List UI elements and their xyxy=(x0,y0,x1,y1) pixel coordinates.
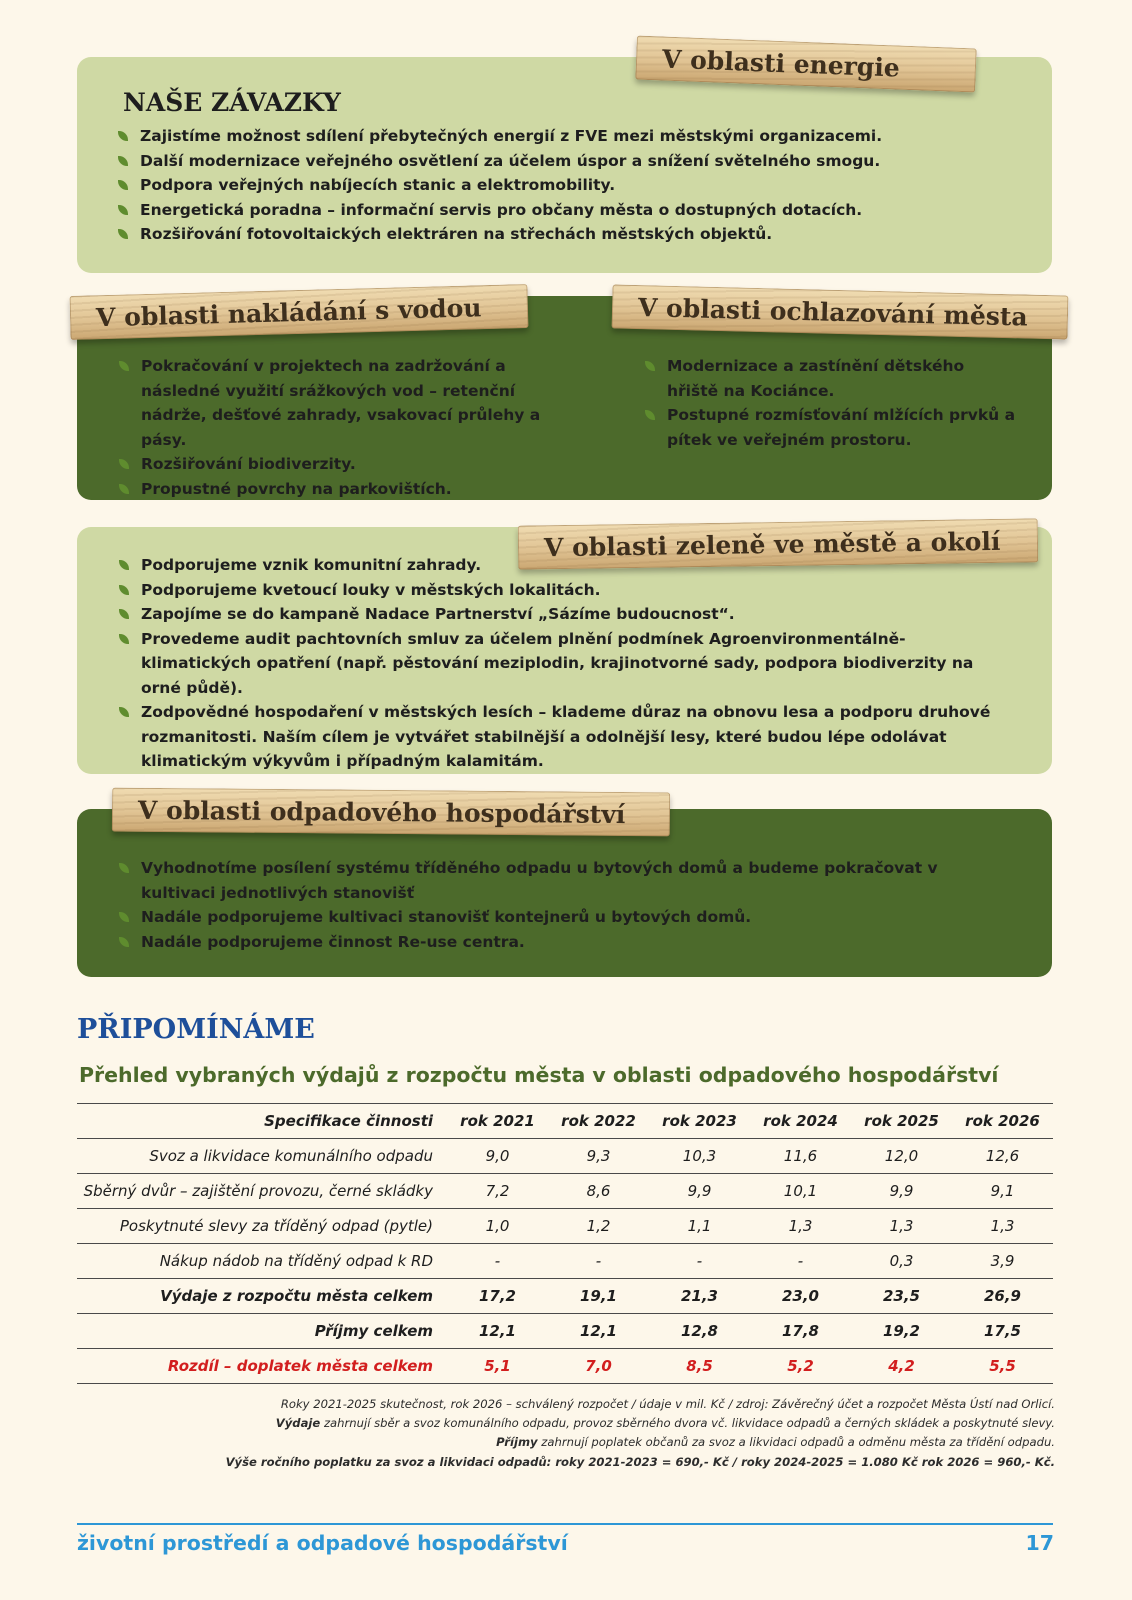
water-list xyxy=(119,354,584,501)
column-header: rok 2026 xyxy=(952,1104,1053,1139)
leaf-icon xyxy=(118,229,128,239)
table-cell: 12,1 xyxy=(548,1314,649,1349)
list-item: Nadále podporujeme činnost Re-use centra. xyxy=(119,930,999,955)
table-cell: 10,1 xyxy=(750,1174,851,1209)
leaf-icon xyxy=(119,707,129,717)
table-cell: 1,1 xyxy=(649,1209,750,1244)
leaf-icon xyxy=(118,156,128,166)
leaf-icon xyxy=(119,361,129,371)
footer-title: životní prostředí a odpadové hospodářství xyxy=(77,1531,568,1555)
table-cell: - xyxy=(548,1244,649,1279)
table-cell: Příjmy celkem xyxy=(77,1314,447,1349)
list-item: Propustné povrchy na parkovištích. xyxy=(119,477,584,502)
column-header: rok 2025 xyxy=(851,1104,952,1139)
table-cell: 23,5 xyxy=(851,1279,952,1314)
list-item: Zodpovědné hospodaření v městských lesích – klademe důraz na obnovu lesa a podporu druhové rozmanitosti. Naším cílem je vytvářet stabilnější a odolnější lesy, které budou lépe odolávat klimatickým výkyvům i případným kalamitám. xyxy=(119,700,999,774)
table-title: Přehled vybraných výdajů z rozpočtu města v oblasti odpadového hospodářství xyxy=(79,1063,999,1087)
energy-list xyxy=(118,124,1018,247)
table-cell: 12,6 xyxy=(952,1139,1053,1174)
table-row-difference xyxy=(77,1349,1053,1384)
leaf-icon xyxy=(118,131,128,141)
table-cell: 4,2 xyxy=(851,1349,952,1384)
table-cell: Svoz a likvidace komunálního odpadu xyxy=(77,1139,447,1174)
table-cell: 26,9 xyxy=(952,1279,1053,1314)
table-cell: Poskytnuté slevy za tříděný odpad (pytle) xyxy=(77,1209,447,1244)
table-cell: 0,3 xyxy=(851,1244,952,1279)
table-cell: 17,8 xyxy=(750,1314,851,1349)
list-item: Zapojíme se do kampaně Nadace Partnerství „Sázíme budoucnost“. xyxy=(119,602,999,627)
table-cell: 10,3 xyxy=(649,1139,750,1174)
leaf-icon xyxy=(119,634,129,644)
table-row-total-expenses xyxy=(77,1279,1053,1314)
leaf-icon xyxy=(119,560,129,570)
list-item: Další modernizace veřejného osvětlení za účelem úspor a snížení světelného smogu. xyxy=(118,149,1018,174)
table-cell: 9,3 xyxy=(548,1139,649,1174)
table-cell: 23,0 xyxy=(750,1279,851,1314)
table-cell: 12,8 xyxy=(649,1314,750,1349)
table-cell: 12,1 xyxy=(447,1314,548,1349)
table-row-total-income xyxy=(77,1314,1053,1349)
column-header: rok 2023 xyxy=(649,1104,750,1139)
leaf-icon xyxy=(119,912,129,922)
note-line: Příjmy zahrnují poplatek občanů za svoz a likvidaci odpadů a odměnu města za třídění odpadu. xyxy=(496,1435,1055,1450)
note-line: Výdaje zahrnují sběr a svoz komunálního odpadu, provoz sběrného dvora vč. likvidace odpadů a černých skládek a poskytnuté slevy. xyxy=(275,1416,1055,1431)
table-cell: 3,9 xyxy=(952,1244,1053,1279)
note-line: Roky 2021-2025 skutečnost, rok 2026 – schválený rozpočet / údaje v mil. Kč / zdroj: Závěrečný účet a rozpočet Města Ústí nad Orlicí. xyxy=(280,1397,1055,1411)
table-cell: 9,9 xyxy=(851,1174,952,1209)
table-cell: - xyxy=(649,1244,750,1279)
table-cell: 11,6 xyxy=(750,1139,851,1174)
table-cell: 9,1 xyxy=(952,1174,1053,1209)
budget-table xyxy=(77,1103,1053,1384)
table-cell: 8,5 xyxy=(649,1349,750,1384)
leaf-icon xyxy=(645,410,655,420)
leaf-icon xyxy=(119,585,129,595)
list-item: Modernizace a zastínění dětského hřiště na Kociánce. xyxy=(645,354,1020,403)
table-cell: 5,5 xyxy=(952,1349,1053,1384)
leaf-icon xyxy=(118,205,128,215)
note-line: Výše ročního poplatku za svoz a likvidaci odpadů: roky 2021-2023 = 690,- Kč / roky 2024-2025 = 1.080 Kč rok 2026 = 960,- Kč. xyxy=(225,1454,1055,1469)
green-list xyxy=(119,553,999,774)
list-item: Podporujeme kvetoucí louky v městských lokalitách. xyxy=(119,578,999,603)
list-item: Rozšiřování fotovoltaických elektráren na střechách městských objektů. xyxy=(118,222,1018,247)
leaf-icon xyxy=(119,484,129,494)
table-row xyxy=(77,1209,1053,1244)
table-cell: - xyxy=(750,1244,851,1279)
list-item: Energetická poradna – informační servis pro občany města o dostupných dotacích. xyxy=(118,198,1018,223)
commitments-heading: NAŠE ZÁVAZKY xyxy=(123,88,341,117)
table-row xyxy=(77,1174,1053,1209)
table-cell: Sběrný dvůr – zajištění provozu, černé skládky xyxy=(77,1174,447,1209)
list-item: Podpora veřejných nabíjecích stanic a elektromobility. xyxy=(118,173,1018,198)
reminder-heading: PŘIPOMÍNÁME xyxy=(77,1014,315,1045)
waste-plank xyxy=(112,788,670,837)
waste-label: V oblasti odpadového hospodářství xyxy=(137,795,626,829)
list-item: Provedeme audit pachtovních smluv za účelem plnění podmínek Agroenvironmentálně-klimatických opatření (např. pěstování meziplodin, krajinotvorné sady, podpora biodiverzity na orné půdě). xyxy=(119,627,999,701)
leaf-icon xyxy=(119,863,129,873)
footer-divider xyxy=(77,1523,1053,1525)
leaf-icon xyxy=(119,609,129,619)
list-item: Zajistíme možnost sdílení přebytečných energií z FVE mezi městskými organizacemi. xyxy=(118,124,1018,149)
cooling-list xyxy=(645,354,1020,452)
table-cell: 19,1 xyxy=(548,1279,649,1314)
column-header: Specifikace činnosti xyxy=(77,1104,447,1139)
list-item: Postupné rozmísťování mlžících prvků a pítek ve veřejném prostoru. xyxy=(645,403,1020,452)
table-cell: 19,2 xyxy=(851,1314,952,1349)
table-cell: Výdaje z rozpočtu města celkem xyxy=(77,1279,447,1314)
table-cell: 1,3 xyxy=(851,1209,952,1244)
leaf-icon xyxy=(119,459,129,469)
table-header-row xyxy=(77,1104,1053,1139)
table-cell: 9,0 xyxy=(447,1139,548,1174)
table-cell: 7,2 xyxy=(447,1174,548,1209)
table-notes xyxy=(226,1395,1055,1472)
table-cell: 5,2 xyxy=(750,1349,851,1384)
table-cell: 1,3 xyxy=(750,1209,851,1244)
leaf-icon xyxy=(118,180,128,190)
table-cell: 9,9 xyxy=(649,1174,750,1209)
table-cell: Nákup nádob na tříděný odpad k RD xyxy=(77,1244,447,1279)
table-cell: 17,5 xyxy=(952,1314,1053,1349)
table-cell: 1,0 xyxy=(447,1209,548,1244)
table-cell: 12,0 xyxy=(851,1139,952,1174)
list-item: Vyhodnotíme posílení systému tříděného odpadu u bytových domů a budeme pokračovat v kultivaci jednotlivých stanovišť xyxy=(119,856,999,905)
table-cell: 8,6 xyxy=(548,1174,649,1209)
table-row xyxy=(77,1244,1053,1279)
cooling-label: V oblasti ochlazování města xyxy=(637,292,1029,332)
waste-list xyxy=(119,856,999,954)
leaf-icon xyxy=(119,937,129,947)
table-cell: - xyxy=(447,1244,548,1279)
column-header: rok 2022 xyxy=(548,1104,649,1139)
table-row xyxy=(77,1139,1053,1174)
column-header: rok 2021 xyxy=(447,1104,548,1139)
table-cell: 1,2 xyxy=(548,1209,649,1244)
table-cell: 7,0 xyxy=(548,1349,649,1384)
table-cell: 5,1 xyxy=(447,1349,548,1384)
table-cell: 1,3 xyxy=(952,1209,1053,1244)
table-cell: 17,2 xyxy=(447,1279,548,1314)
table-cell: Rozdíl – doplatek města celkem xyxy=(77,1349,447,1384)
water-label: V oblasti nakládání s vodou xyxy=(95,292,482,332)
leaf-icon xyxy=(645,361,655,371)
page-number: 17 xyxy=(1025,1531,1054,1555)
column-header: rok 2024 xyxy=(750,1104,851,1139)
table-cell: 21,3 xyxy=(649,1279,750,1314)
energy-label: V oblasti energie xyxy=(661,43,901,83)
list-item: Nadále podporujeme kultivaci stanovišť kontejnerů u bytových domů. xyxy=(119,905,999,930)
list-item: Rozšiřování biodiverzity. xyxy=(119,452,584,477)
list-item: Pokračování v projektech na zadržování a následné využití srážkových vod – retenční nádrže, dešťové zahrady, vsakovací průlehy a pásy. xyxy=(119,354,584,452)
list-item: Podporujeme vznik komunitní zahrady. xyxy=(119,553,999,578)
green-label: V oblasti zeleně ve městě a okolí xyxy=(543,526,1001,562)
